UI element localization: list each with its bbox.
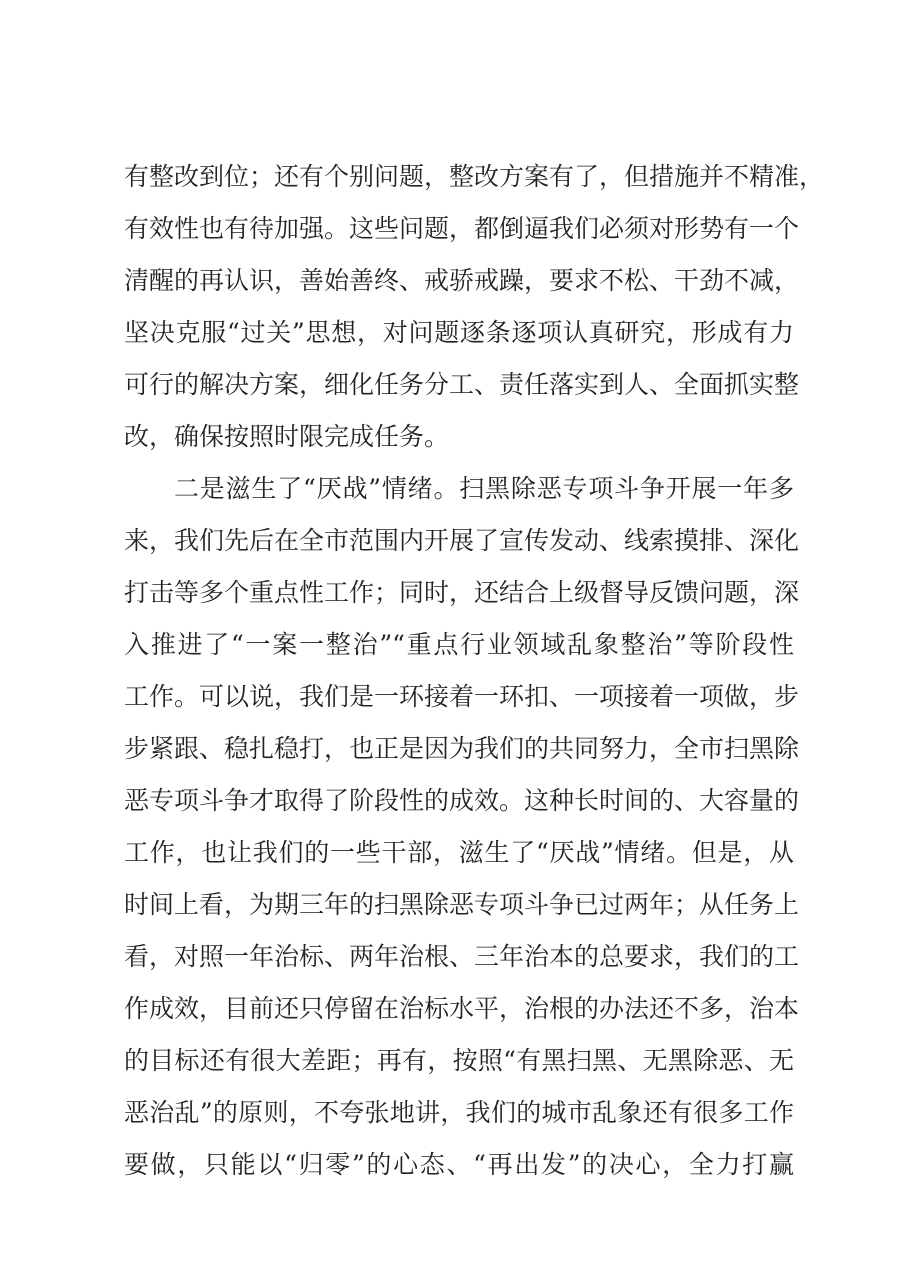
paragraph-2-line-5: 工作。可以说，我们是一环接着一环扣、一项接着一项做，步	[124, 682, 800, 711]
paragraph-2-line-1: 二是滋生了“厌战”情绪。扫黑除恶专项斗争开展一年多	[174, 474, 794, 503]
paragraph-1-line-3: 清醒的再认识，善始善终、戒骄戒躁，要求不松、干劲不减，	[124, 266, 800, 295]
paragraph-2-line-2: 来，我们先后在全市范围内开展了宣传发动、线索摸排、深化	[124, 526, 800, 555]
paragraph-2-line-11: 作成效，目前还只停留在治标水平，治根的办法还不多，治本	[124, 994, 800, 1023]
paragraph-2-line-14: 要做，只能以“归零”的心态、“再出发”的决心，全力打赢	[124, 1150, 794, 1179]
paragraph-1-line-4: 坚决克服“过关”思想，对问题逐条逐项认真研究，形成有力	[124, 318, 794, 347]
paragraph-2-line-4: 入推进了“一案一整治”“重点行业领域乱象整治”等阶段性	[124, 630, 794, 659]
paragraph-1-line-6: 改，确保按照时限完成任务。	[124, 422, 450, 451]
paragraph-2-line-10: 看，对照一年治标、两年治根、三年治本的总要求，我们的工	[124, 942, 800, 971]
paragraph-1-line-5: 可行的解决方案，细化任务分工、责任落实到人、全面抓实整	[124, 370, 800, 399]
paragraph-2-line-3: 打击等多个重点性工作；同时，还结合上级督导反馈问题，深	[124, 578, 800, 607]
paragraph-2-line-8: 工作，也让我们的一些干部，滋生了“厌战”情绪。但是，从	[124, 838, 794, 867]
paragraph-1-line-1: 有整改到位；还有个别问题，整改方案有了，但措施并不精准，	[124, 162, 825, 191]
paragraph-2-line-9: 时间上看，为期三年的扫黑除恶专项斗争已过两年；从任务上	[124, 890, 800, 919]
paragraph-2-line-13: 恶治乱”的原则，不夸张地讲，我们的城市乱象还有很多工作	[124, 1098, 794, 1127]
paragraph-2-line-7: 恶专项斗争才取得了阶段性的成效。这种长时间的、大容量的	[124, 786, 800, 815]
paragraph-2-line-6: 步紧跟、稳扎稳打，也正是因为我们的共同努力，全市扫黑除	[124, 734, 800, 763]
paragraph-1-line-2: 有效性也有待加强。这些问题，都倒逼我们必须对形势有一个	[124, 214, 800, 243]
paragraph-2-line-12: 的目标还有很大差距；再有，按照“有黑扫黑、无黑除恶、无	[124, 1046, 794, 1075]
